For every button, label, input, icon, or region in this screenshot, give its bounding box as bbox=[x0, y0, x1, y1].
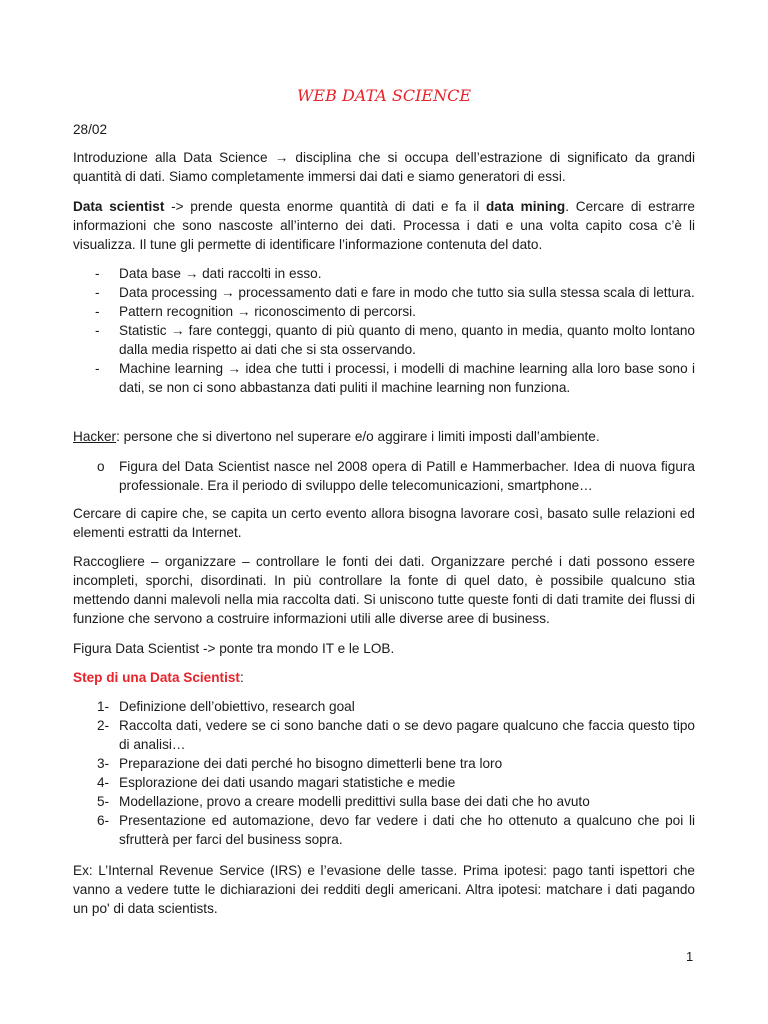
list-item: 6- Presentazione ed automazione, devo far vedere i dati che ho ottenuto a qualcuno che poi li sfrutterà per farci del business sopra. bbox=[97, 813, 695, 847]
list-item: o Figura del Data Scientist nasce nel 2008 opera di Patill e Hammerbacher. Idea di nuova figura professionale. Era il periodo di sviluppo delle telecomunicazioni, smartphone… bbox=[97, 459, 695, 493]
arrow-icon: → bbox=[221, 285, 235, 300]
steps-list bbox=[73, 697, 695, 849]
document-title: WEB DATA SCIENCE bbox=[296, 86, 472, 105]
page-number: 1 bbox=[686, 949, 694, 964]
list-item: 1- Definizione dell’obiettivo, research goal bbox=[97, 699, 355, 714]
arrow-icon: → bbox=[170, 323, 185, 338]
list-item: - Data processing → processamento dati e fare in modo che tutto sia sulla stessa scala di lettura. bbox=[95, 285, 695, 300]
arrow-icon: → bbox=[274, 150, 289, 165]
list-item: - Machine learning → idea che tutti i processi, i modelli di machine learning alla loro base sono i dati, se non ci sono abbastanza dati puliti il machine learning non funziona. bbox=[95, 361, 695, 395]
list-item: 3- Preparazione dei dati perché ho bisogno dimetterli bene tra loro bbox=[97, 756, 503, 771]
raccogliere-paragraph: Raccogliere – organizzare – controllare le fonti dei dati. Organizzare perché i dati possono essere incompleti, sporchi, disordinati. In più controllare la fonte di quel dato, è possibile qualcuno stia mettendo danni malevoli nella mia raccolta dati. Si uniscono tutte queste fonti di dati tramite dei flussi di funzione che servono a costruire informazioni utili alle diverse aree di business. bbox=[73, 554, 695, 626]
list-item: - Data base → dati raccolti in esso. bbox=[95, 266, 322, 281]
capire-paragraph: Cercare di capire che, se capita un certo evento allora bisogna lavorare così, basato sulle relazioni ed elementi estratti da Internet. bbox=[73, 506, 695, 540]
list-item: 4- Esplorazione dei dati usando magari statistiche e medie bbox=[97, 775, 456, 790]
sub-bullet-list bbox=[73, 457, 695, 495]
date-line: 28/02 bbox=[73, 122, 108, 137]
arrow-icon: → bbox=[236, 304, 251, 319]
term-data-mining: data mining bbox=[485, 199, 566, 214]
data-scientist-paragraph: Data scientist -> prende questa enorme quantità di dati e fa il data mining. Cercare di estrarre informazioni che sono nascoste all’interno dei dati. Processa i dati e una volta capito cosa c’è li visualizza. Il tune gli permette di identificare l’informazione contenuta del dato. bbox=[73, 199, 695, 252]
bullet-list bbox=[73, 264, 695, 397]
arrow-icon: → bbox=[227, 361, 241, 376]
steps-heading: Step di una Data Scientist: bbox=[73, 670, 244, 685]
list-item: - Statistic → fare conteggi, quanto di più quanto di meno, quanto in media, quanto molto lontano dalla media rispetto ai dati che si sta osservando. bbox=[95, 323, 695, 357]
term-hacker: Hacker bbox=[73, 429, 117, 444]
example-paragraph: Ex: L’Internal Revenue Service (IRS) e l’evasione delle tasse. Prima ipotesi: pago tanti ispettori che vanno a vedere tutte le dichiarazioni dei redditi degli americani. Altra ipotesi: matchare i dati pagando un po' di data scientists. bbox=[73, 863, 695, 916]
list-item: 2- Raccolta dati, vedere se ci sono banche dati o se devo pagare qualcuno che faccia questo tipo di analisi… bbox=[97, 718, 695, 752]
arrow-icon: → bbox=[184, 266, 199, 281]
term-data-scientist: Data scientist bbox=[73, 199, 165, 214]
list-item: - Pattern recognition → riconoscimento di percorsi. bbox=[95, 304, 416, 319]
figura-paragraph: Figura Data Scientist -> ponte tra mondo IT e le LOB. bbox=[73, 641, 395, 656]
list-item: 5- Modellazione, provo a creare modelli predittivi sulla base dei dati che ho avuto bbox=[97, 794, 590, 809]
intro-paragraph: Introduzione alla Data Science → disciplina che si occupa dell’estrazione di significato da grandi quantità di dati. Siamo completamente immersi dai dati e siamo generatori di essi. bbox=[73, 150, 695, 184]
hacker-paragraph: Hacker: persone che si divertono nel superare e/o aggirare i limiti imposti dall’ambiente. bbox=[73, 429, 600, 444]
